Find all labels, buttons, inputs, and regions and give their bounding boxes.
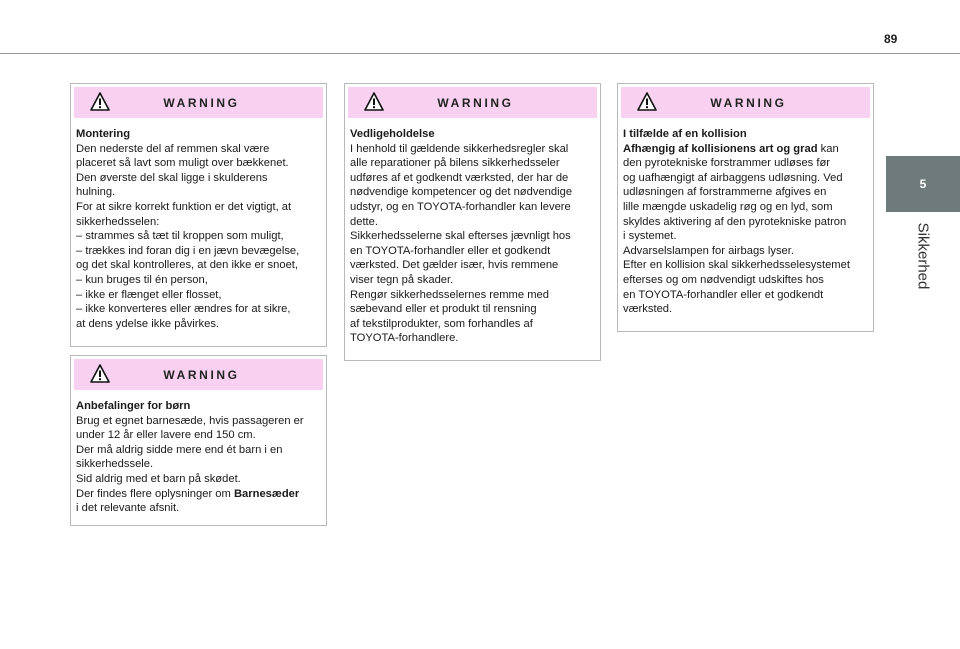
body-line: I henhold til gældende sikkerhedsregler skal (350, 142, 569, 155)
box-heading: Vedligeholdelse (350, 128, 435, 140)
section-title: Sikkerhed (914, 222, 932, 290)
body-line: en TOYOTA-forhandler eller et godkendt (350, 244, 551, 257)
body-line: i systemet. (623, 230, 677, 243)
body-line: lille mængde uskadelig røg og en lyd, som (623, 200, 833, 213)
body-line: viser tegn på skader. (350, 273, 454, 286)
body-line: sæbevand eller et produkt til rensning (350, 303, 537, 316)
body-line: dette. (350, 215, 378, 228)
warning-box-maintenance (344, 83, 601, 361)
chapter-tab[interactable] (886, 156, 960, 212)
body-line: at dens ydelse ikke påvirkes. (76, 317, 220, 330)
warning-title: WARNING (163, 95, 240, 110)
body-line: af tekstilprodukter, som forhandles af (350, 317, 533, 330)
body-line: Rengør sikkerhedsselernes remme med (350, 288, 549, 301)
warning-body (71, 390, 326, 522)
body-line: – trækkes ind foran dig i en jævn bevægelse, (76, 244, 300, 257)
body-line: – ikke er flænget eller flosset, (76, 288, 222, 301)
body-line: sikkerhedsselen: (76, 215, 160, 228)
body-line: under 12 år eller lavere end 150 cm. (76, 429, 256, 442)
body-line: skyldes aktivering af den pyrotekniske patron (623, 215, 847, 228)
body-line: den pyrotekniske forstrammer udløses før (623, 157, 831, 170)
warning-title: WARNING (710, 95, 787, 110)
body-line: Brug et egnet barnesæde, hvis passageren er (76, 414, 304, 427)
warning-triangle-icon (90, 92, 110, 111)
subheading-bold: Afhængig af kollisionens art og grad (623, 142, 818, 155)
box-heading: Anbefalinger for børn (76, 400, 191, 412)
box-heading: Montering (76, 128, 131, 140)
body-line: – ikke konverteres eller ændres for at sikre, (76, 303, 291, 316)
warning-box-mounting (70, 83, 327, 347)
body-line: – strammes så tæt til kroppen som muligt, (76, 230, 284, 243)
body-line: Efter en kollision skal sikkerhedsselesystemet (623, 259, 850, 272)
box-heading: I tilfælde af en kollision (623, 128, 747, 140)
body-line: Den nederste del af remmen skal være (76, 142, 270, 155)
body-line: Advarselslampen for airbags lyser. (623, 244, 794, 257)
chapter-number: 5 (919, 177, 927, 191)
body-line: værksted. Det gælder især, hvis remmene (350, 259, 559, 272)
reference-link[interactable]: Barnesæder (233, 487, 300, 500)
body-line: – kun bruges til én person, (76, 273, 208, 286)
warning-body (618, 118, 873, 323)
body-line: udløsningen af forstrammerne afgives en (623, 186, 827, 199)
body-line: værksted. (623, 303, 673, 316)
body-line: og det skal kontrolleres, at den ikke er snoet, (76, 259, 299, 272)
body-line: udstyr, og en TOYOTA-forhandler kan levere (350, 200, 571, 213)
body-line: For at sikre korrekt funktion er det vigtigt, at (76, 200, 292, 213)
subheading-rest: kan (817, 142, 839, 155)
subheading-line (623, 142, 867, 157)
warning-body (345, 118, 600, 352)
body-line: hulning. (76, 186, 116, 199)
body-line: Der må aldrig sidde mere end ét barn i en (76, 443, 283, 456)
body-line: i det relevante afsnit. (76, 502, 180, 515)
body-line: placeret så lavt som muligt over bækkenet. (76, 157, 289, 170)
body-line: udføres af et godkendt værksted, der har de (350, 171, 569, 184)
warning-triangle-icon (90, 364, 110, 383)
warning-body (71, 118, 326, 337)
body-line: Sikkerhedsselerne skal efterses jævnligt hos (350, 230, 571, 243)
warning-triangle-icon (364, 92, 384, 111)
warning-header (74, 359, 323, 390)
reference-line (76, 487, 320, 502)
body-line: Sid aldrig med et barn på skødet. (76, 472, 241, 485)
warning-title: WARNING (437, 95, 514, 110)
body-line: en TOYOTA-forhandler eller et godkendt (623, 288, 824, 301)
warning-box-children (70, 355, 327, 526)
warning-triangle-icon (637, 92, 657, 111)
body-line: TOYOTA-forhandlere. (350, 332, 459, 345)
reference-prefix: Der findes flere oplysninger om (76, 487, 234, 500)
warning-header (621, 87, 870, 118)
body-line: Den øverste del skal ligge i skulderens (76, 171, 268, 184)
page-number: 89 (884, 32, 898, 46)
warning-header (74, 87, 323, 118)
body-line: alle reparationer på bilens sikkerhedsseler (350, 157, 560, 170)
top-rule (0, 53, 960, 54)
body-line: nødvendige kompetencer og det nødvendige (350, 186, 573, 199)
body-line: efterses og om nødvendigt udskiftes hos (623, 273, 824, 286)
warning-box-collision (617, 83, 874, 332)
body-line: sikkerhedssele. (76, 458, 154, 471)
warning-title: WARNING (163, 367, 240, 382)
warning-header (348, 87, 597, 118)
body-line: og uafhængigt af airbaggens udløsning. Ved (623, 171, 843, 184)
